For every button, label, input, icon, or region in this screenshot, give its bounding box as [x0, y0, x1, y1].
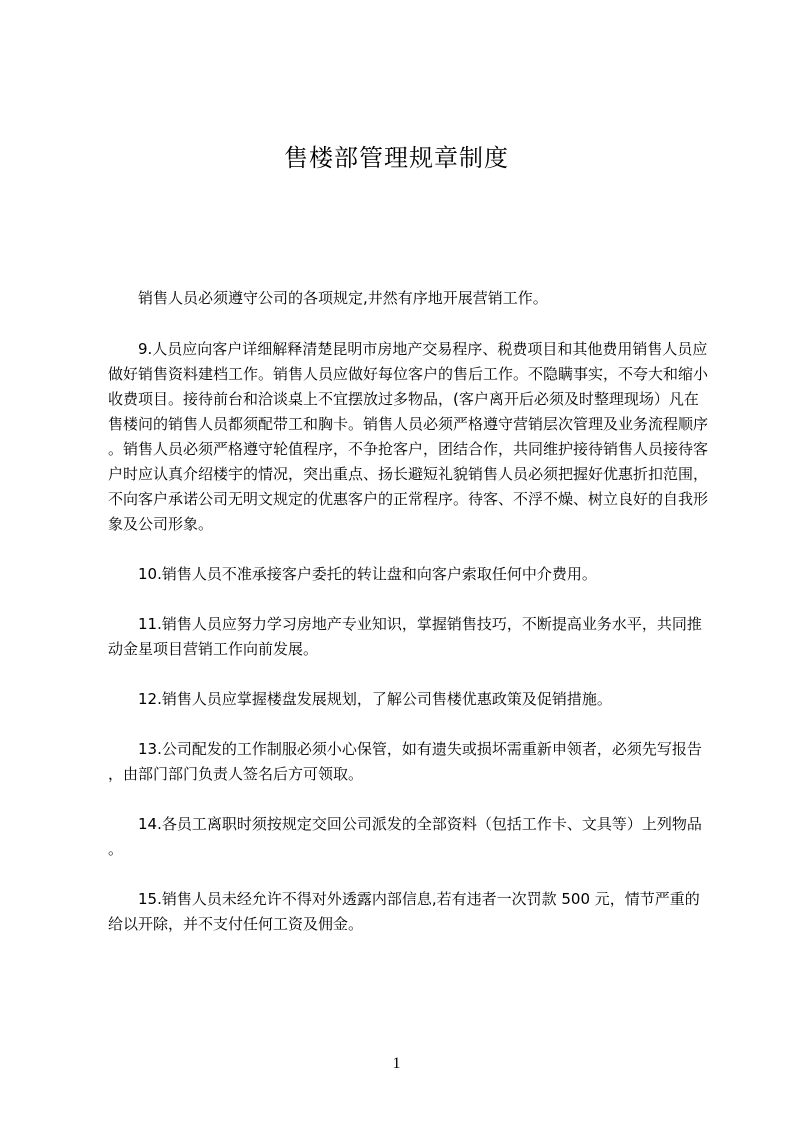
paragraph-rule-12: 12.销售人员应掌握楼盘发展规划，了解公司售楼优惠政策及促销措施。	[138, 690, 612, 708]
page-number: 1	[392, 1055, 401, 1072]
paragraph-rule-14: 14.各员工离职时须按规定交回公司派发的全部资料（包括工作卡、文具等）上列物品。	[108, 815, 702, 858]
paragraph-rule-11: 11.销售人员应努力学习房地产专业知识，掌握销售技巧，不断提高业务水平，共同推动金星项目营销工作向前发展。	[108, 615, 702, 658]
paragraph-rule-10: 10.销售人员不准承接客户委托的转让盘和向客户索取任何中介费用。	[138, 565, 597, 583]
paragraph-rule-15: 15.销售人员未经允许不得对外透露内部信息,若有违者一次罚款 500 元，情节严重的给以开除，并不支付任何工资及佣金。	[108, 890, 700, 933]
paragraph-rule-13: 13.公司配发的工作制服必须小心保管，如有遗失或损坏需重新申领者，必须先写报告，由部门部门负责人签名后方可领取。	[108, 740, 702, 783]
document-body	[108, 286, 708, 962]
paragraph-rule-9: 9.人员应向客户详细解释清楚昆明市房地产交易程序、税费项目和其他费用销售人员应做好销售资料建档工作。销售人员应做好每位客户的售后工作。不隐瞒事实，不夸大和缩小收费项目。接待前台和洽谈桌上不宜摆放过多物品，(客户离开后必须及时整理现场）凡在售楼问的销售人员都须配带工和胸卡。销售人员必须严格遵守营销层次管理及业务流程顺序。销售人员必须严格遵守轮值程序，不争抢客户，团结合作，共同维护接待销售人员接待客户时应认真介绍楼宇的情况，突出重点、扬长避短礼貌销售人员必须把握好优惠折扣范围，不向客户承诺公司无明文规定的优惠客户的正常程序。待客、不浮不燥、树立良好的自我形象及公司形象。	[108, 340, 709, 533]
document-title: 售楼部管理规章制度	[284, 144, 509, 172]
paragraph-intro: 销售人员必须遵守公司的各项规定,井然有序地开展营销工作。	[138, 289, 548, 307]
